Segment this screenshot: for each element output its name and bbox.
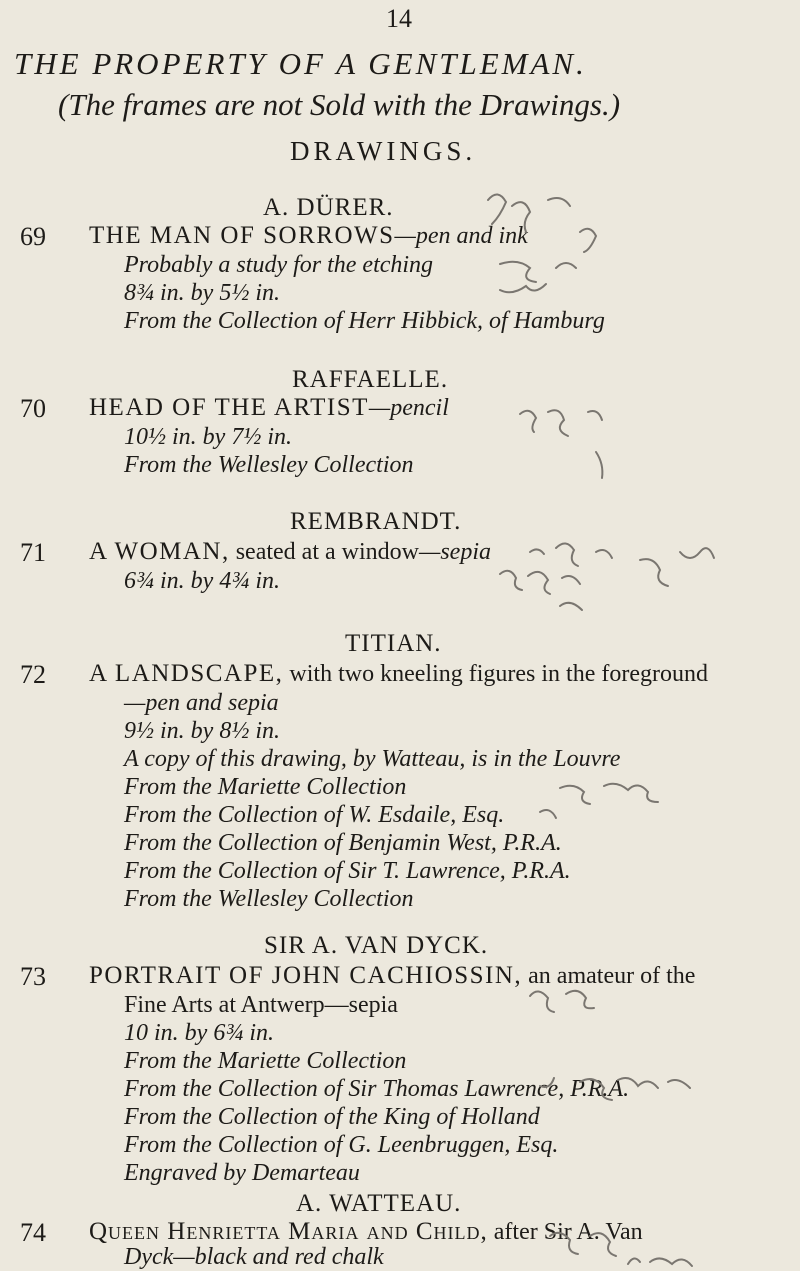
lot-title-line [89, 962, 695, 990]
lot-title-line [89, 394, 449, 422]
lot-engraving-note: Engraved by Demarteau [124, 1160, 360, 1186]
lot-medium-plain: with two kneeling figures in the foreground [283, 661, 708, 687]
lot-provenance: From the Collection of Herr Hibbick, of Hamburg [124, 308, 605, 334]
lot-medium: —pen and sepia [124, 690, 279, 716]
lot-dimensions: 10 in. by 6¾ in. [124, 1020, 274, 1046]
lot-dimensions: 9½ in. by 8½ in. [124, 718, 280, 744]
lot-provenance: From the Mariette Collection [124, 1048, 407, 1074]
lot-medium-plain: seated at a window [229, 539, 419, 565]
lot-number: 74 [20, 1218, 46, 1247]
artist-name: TITIAN. [345, 630, 442, 657]
artist-name: SIR A. VAN DYCK. [264, 932, 489, 959]
lot-dimensions: 8¾ in. by 5½ in. [124, 280, 280, 306]
lot-number: 69 [20, 222, 46, 251]
lot-provenance: From the Collection of W. Esdaile, Esq. [124, 802, 505, 828]
artist-name: RAFFAELLE. [292, 366, 449, 393]
sale-heading: THE PROPERTY OF A GENTLEMAN. [14, 46, 587, 81]
lot-provenance: From the Wellesley Collection [124, 452, 414, 478]
lot-medium: Fine Arts at Antwerp—sepia [124, 992, 398, 1018]
lot-number: 73 [20, 962, 46, 991]
lot-title: THE MAN OF SORROWS [89, 222, 395, 249]
lot-title-line [89, 222, 528, 250]
lot-provenance: From the Collection of Sir Thomas Lawrence, P.R.A. [124, 1076, 630, 1102]
lot-title: A LANDSCAPE, [89, 660, 284, 687]
artist-name: A. DÜRER. [263, 194, 394, 221]
lot-title: A WOMAN, [89, 538, 230, 565]
lot-number: 70 [20, 394, 46, 423]
lot-medium-plain: after Sir A. Van [487, 1219, 643, 1245]
lot-note: A copy of this drawing, by Watteau, is in the Louvre [124, 746, 621, 772]
sale-subheading: (The frames are not Sold with the Drawings.) [58, 87, 621, 122]
lot-dimensions: 6¾ in. by 4¾ in. [124, 568, 280, 594]
lot-number: 72 [20, 660, 46, 689]
lot-provenance: From the Mariette Collection [124, 774, 407, 800]
lot-medium: —pen and ink [394, 223, 528, 249]
lot-dimensions: 10½ in. by 7½ in. [124, 424, 292, 450]
artist-name: REMBRANDT. [290, 508, 462, 535]
lot-medium-plain: an amateur of the [522, 963, 696, 989]
lot-title: Queen Henrietta Maria and Child, [89, 1218, 488, 1245]
page-number: 14 [386, 4, 412, 33]
lot-title-line [89, 538, 491, 566]
lot-number: 71 [20, 538, 46, 567]
lot-title-line [89, 660, 708, 688]
lot-title-line [89, 1218, 643, 1246]
lot-provenance: From the Collection of the King of Holland [124, 1104, 540, 1130]
lot-provenance: From the Collection of Benjamin West, P.R.A. [124, 830, 562, 856]
lot-title: PORTRAIT OF JOHN CACHIOSSIN, [89, 962, 523, 989]
section-heading: DRAWINGS. [290, 136, 477, 166]
lot-medium: —sepia [419, 539, 491, 565]
lot-medium: —pencil [368, 395, 449, 421]
lot-title: HEAD OF THE ARTIST [89, 394, 369, 421]
lot-detail: Probably a study for the etching [124, 252, 434, 278]
lot-provenance: From the Collection of Sir T. Lawrence, P.R.A. [124, 858, 571, 884]
lot-medium: Dyck—black and red chalk [124, 1244, 384, 1270]
lot-provenance: From the Collection of G. Leenbruggen, Esq. [124, 1132, 559, 1158]
artist-name: A. WATTEAU. [296, 1190, 462, 1217]
lot-provenance: From the Wellesley Collection [124, 886, 414, 912]
